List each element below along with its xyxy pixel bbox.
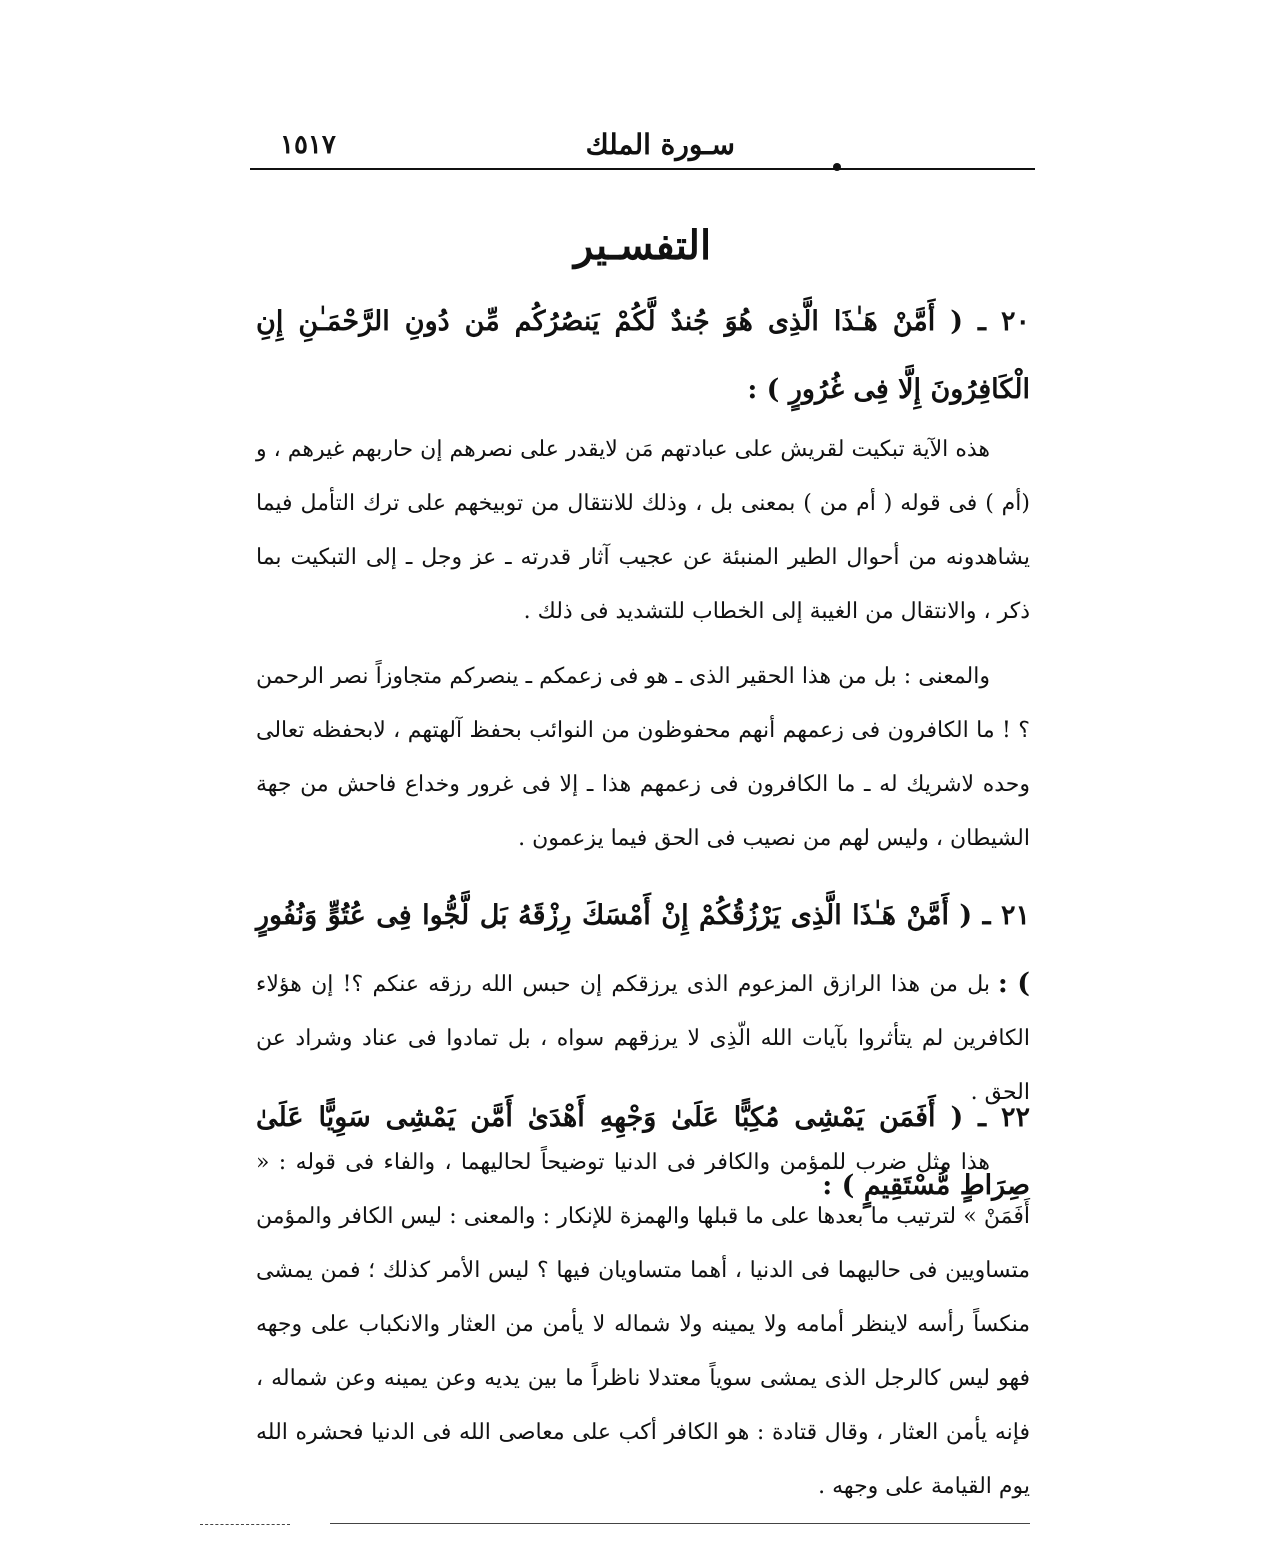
surah-name: سـورة الملك [585, 128, 735, 161]
commentary-paragraph-2: والمعنى : بل من هذا الحقير الذى ـ هو فى زعمكم ـ ينصركم متجاوزاً نصر الرحمن ؟ ! ما الكافرون فى زعمهم أنهم محفوظون من النوائب بحفظ آلهتهم ، لابحفظه تعالى وحده لاشريك له ـ ما الكافرون فى زعمهم هذا ـ إلا فى غرور وخداع فاحش من جهة الشيطان ، وليس لهم من نصيب فى الحق فيما يزعمون . [256, 664, 1030, 851]
header-rule-ornament [833, 163, 841, 171]
section-title: التفسـير [573, 222, 712, 269]
footer-rule [330, 1523, 1030, 1524]
commentary-paragraph-3: بل من هذا الرازق المزعوم الذى يرزقكم إن حبس الله رزقه عنكم ؟! إن هؤلاء الكافرين لم يتأثروا بآيات الله الّذِى لا يرزقهم سواه ، بل تمادوا فى عناد وشراد عن الحق . [256, 972, 1030, 1105]
header-rule [250, 168, 1035, 170]
verse-20: ٢٠ ـ ( أَمَّنْ هَـٰذَا الَّذِى هُوَ جُندٌ لَّكُمْ يَنصُرُكُم مِّن دُونِ الرَّحْمَـٰنِ إِنِ الْكَافِرُونَ إِلَّا فِى غُرُورٍ ) : [256, 306, 1030, 405]
verse-21: ٢١ ـ ( أَمَّنْ هَـٰذَا الَّذِى يَرْزُقُكُمْ إِنْ أَمْسَكَ رِزْقَهُ بَل لَّجُّوا فِى عُتُوٍّ وَنُفُورٍ ) : [256, 900, 1030, 999]
verse-22: ٢٢ ـ ( أَفَمَن يَمْشِى مُكِبًّا عَلَىٰ وَجْهِهِ أَهْدَىٰ أَمَّن يَمْشِى سَوِيًّا عَلَىٰ صِرَاطٍ مُّسْتَقِيمٍ ) : [256, 1102, 1030, 1201]
commentary-paragraph-4: هذا مثل ضرب للمؤمن والكافر فى الدنيا توضيحاً لحاليهما ، والفاء فى قوله : « أَفَمَنْ » لترتيب ما بعدها على ما قبلها والهمزة للإنكار : والمعنى : ليس الكافر والمؤمن متساويين فى حاليهما فى الدنيا ، أهما متساويان فيها ؟ ليس الأمر كذلك ؛ فمن يمشى منكساً رأسه لاينظر أمامه ولا يمينه ولا شماله لا يأمن من العثار والانكباب على وجهه فهو ليس كالرجل الذى يمشى سوياً معتدلا ناظراً ما بين يديه وعن يمينه وعن شماله ، فإنه يأمن العثار ، وقال قتادة : هو الكافر أكب على معاصى الله فى الدنيا فحشره الله يوم القيامة على وجهه . [256, 1150, 1030, 1499]
running-header [250, 122, 1035, 166]
footer-dashed-rule [200, 1524, 290, 1525]
commentary-paragraph-1: هذه الآية تبكيت لقريش على عبادتهم مَن لايقدر على نصرهم إن حاربهم غيرهم ، و (أم ) فى قوله ( أم من ) بمعنى بل ، وذلك للانتقال من توبيخهم على ترك التأمل فيما يشاهدونه من أحوال الطير المنبئة عن عجيب آثار قدرته ـ عز وجل ـ إلى التبكيت بما ذكر ، والانتقال من الغيبة إلى الخطاب للتشديد فى ذلك . [256, 437, 1030, 624]
page-number: ١٥١٧ [280, 130, 336, 160]
